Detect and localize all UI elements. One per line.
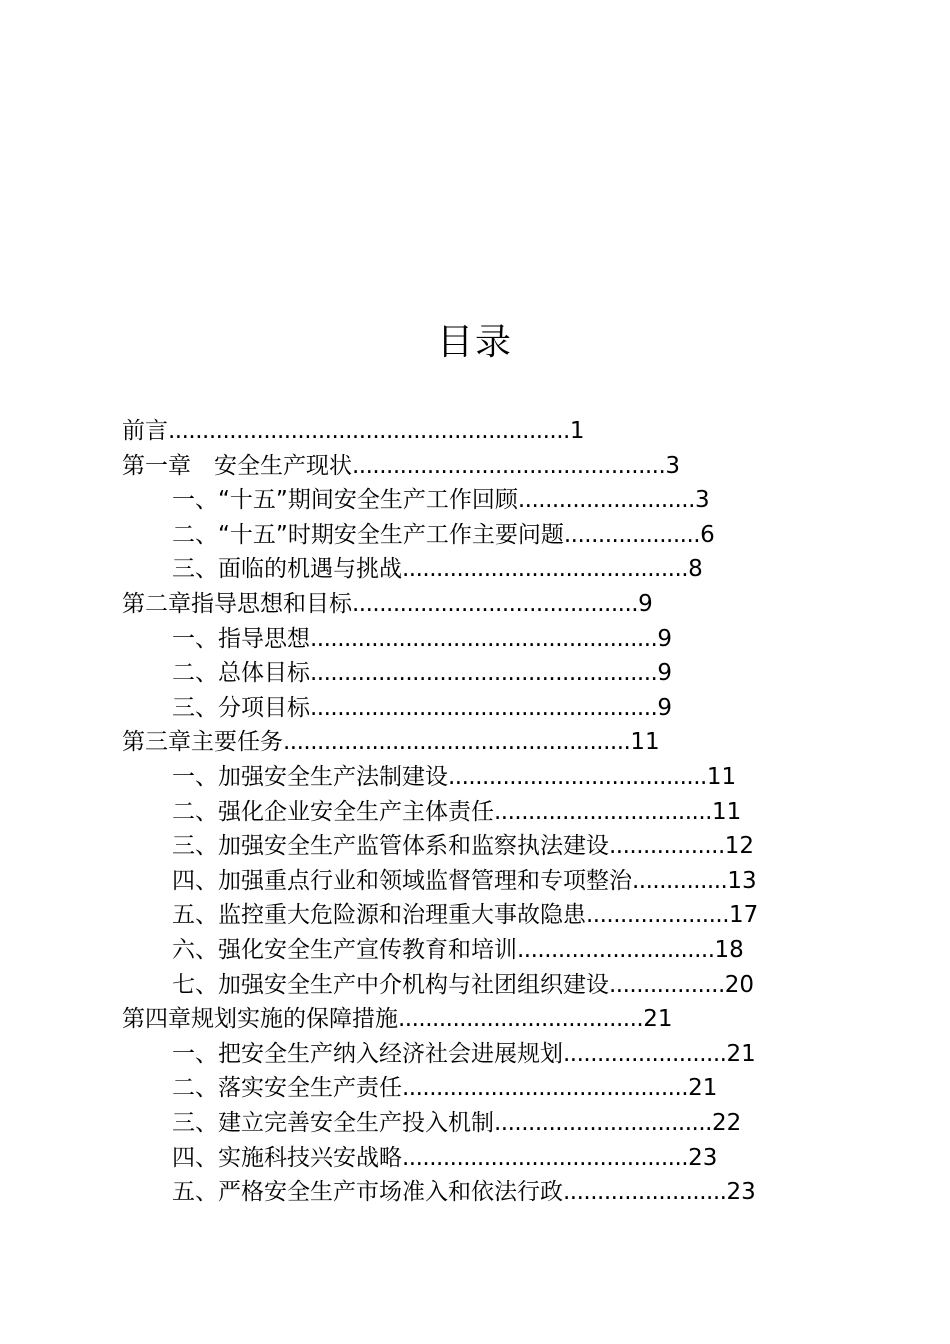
toc-entry-title: 三、面临的机遇与挑战 [172, 556, 402, 583]
toc-entry-page: 8 [688, 556, 703, 583]
toc-entry[interactable] [172, 691, 672, 725]
toc-entry-title: 第三章主要任务 [122, 729, 283, 756]
toc-entry-page: 11 [706, 764, 737, 790]
toc-entry-page: 1 [569, 418, 585, 444]
toc-dot-leader: .................... [563, 521, 701, 548]
toc-dot-leader: .......................................... [352, 591, 639, 617]
toc-entry-title: 二、落实安全生产责任 [172, 1075, 402, 1102]
toc-entry-page: 9 [657, 625, 673, 652]
toc-entry-title: 一、加强安全生产法制建设 [172, 764, 448, 790]
toc-entry-page: 18 [714, 937, 744, 963]
toc-entry-title: 一、指导思想 [172, 625, 310, 652]
toc-entry-title: 二、“十五”时期安全生产工作主要问题 [172, 521, 564, 548]
toc-entry-title: 第二章指导思想和目标 [122, 591, 352, 617]
toc-entry[interactable] [172, 1106, 741, 1140]
toc-entry-page: 21 [688, 1075, 718, 1102]
toc-entry-title: 七、加强安全生产中介机构与社团组织建设 [172, 971, 609, 998]
toc-entry-page: 9 [657, 660, 673, 687]
toc-entry-title: 第四章规划实施的保障措施 [122, 1006, 398, 1033]
toc-entry[interactable] [172, 864, 757, 898]
toc-entry-page: 3 [694, 487, 710, 514]
toc-entry[interactable] [122, 1002, 672, 1036]
toc-entry[interactable] [172, 898, 758, 932]
toc-entry-title: 二、强化企业安全生产主体责任 [172, 798, 494, 825]
toc-entry-title: 二、总体目标 [172, 660, 310, 687]
toc-entry[interactable] [172, 552, 703, 586]
toc-dot-leader: ................................................... [310, 660, 658, 687]
toc-entry[interactable] [172, 1141, 717, 1175]
toc-entry-page: 20 [724, 971, 755, 998]
toc-entry[interactable] [122, 449, 680, 483]
toc-dot-leader: ............................. [517, 937, 715, 963]
toc-entry[interactable] [172, 968, 754, 1002]
toc-entry-title: 三、分项目标 [172, 694, 310, 721]
toc-dot-leader: ................. [609, 971, 725, 998]
toc-dot-leader: ................................................... [310, 625, 658, 652]
toc-dot-leader: .............. [632, 867, 728, 894]
toc-dot-leader: .......................................... [402, 1075, 689, 1102]
toc-dot-leader: ........................................................... [168, 418, 570, 444]
toc-entry[interactable] [122, 587, 653, 621]
toc-entry-page: 17 [729, 902, 759, 929]
toc-dot-leader: ..................... [586, 902, 730, 929]
toc-entry-page: 21 [726, 1040, 756, 1067]
toc-entry-title: 前言 [122, 418, 168, 444]
toc-entry[interactable] [172, 1037, 756, 1071]
toc-entry[interactable] [172, 656, 672, 690]
toc-dot-leader: ................................................... [310, 694, 658, 721]
toc-entry-page: 9 [657, 694, 673, 721]
toc-dot-leader: ................. [609, 833, 725, 860]
toc-entry-page: 23 [688, 1144, 718, 1171]
toc-entry[interactable] [122, 725, 660, 759]
toc-dot-leader: ...................................... [448, 764, 707, 790]
toc-entry[interactable] [172, 483, 710, 517]
page-title: 目录 [436, 322, 513, 363]
toc-dot-leader: ........................ [563, 1040, 727, 1067]
toc-entry-page: 12 [724, 833, 755, 860]
toc-entry-title: 三、建立完善安全生产投入机制 [172, 1110, 494, 1136]
toc-dot-leader: ................................ [494, 1110, 712, 1136]
toc-dot-leader: ................................................... [283, 729, 631, 756]
toc-entry-page: 13 [727, 867, 757, 894]
toc-entry-page: 9 [638, 591, 653, 617]
toc-entry[interactable] [172, 829, 754, 863]
toc-entry-title: 五、监控重大危险源和治理重大事故隐患 [172, 902, 586, 929]
toc-dot-leader: .......................... [517, 487, 695, 514]
toc-dot-leader: .............................................. [352, 452, 666, 479]
toc-entry-page: 21 [643, 1006, 673, 1033]
toc-entry-page: 6 [700, 521, 715, 548]
toc-entry-title: 四、实施科技兴安战略 [172, 1144, 402, 1171]
toc-entry-page: 11 [630, 729, 660, 756]
toc-entry[interactable] [172, 933, 744, 967]
toc-dot-leader: .................................... [398, 1006, 644, 1033]
toc-entry-title: 一、“十五”期间安全生产工作回顾 [172, 487, 518, 514]
toc-entry[interactable] [172, 518, 715, 552]
toc-entry-title: 第一章 安全生产现状 [122, 452, 352, 479]
toc-entry[interactable] [172, 1071, 717, 1105]
toc-entry-page: 3 [665, 452, 680, 479]
toc-dot-leader: ........................ [563, 1179, 727, 1206]
toc-entry-title: 一、把安全生产纳入经济社会进展规划 [172, 1040, 563, 1067]
toc-entry[interactable] [172, 760, 736, 794]
toc-entry[interactable] [122, 414, 585, 448]
toc-entry[interactable] [172, 622, 672, 656]
toc-entry-title: 五、严格安全生产市场准入和依法行政 [172, 1179, 563, 1206]
toc-dot-leader: .......................................... [402, 1144, 689, 1171]
toc-entry[interactable] [172, 795, 741, 829]
toc-dot-leader: .......................................... [402, 556, 689, 583]
toc-entry-title: 三、加强安全生产监管体系和监察执法建设 [172, 833, 609, 860]
toc-entry-title: 六、强化安全生产宣传教育和培训 [172, 937, 517, 963]
toc-entry-page: 22 [711, 1110, 742, 1136]
toc-dot-leader: ................................ [494, 798, 712, 825]
toc-entry-page: 23 [726, 1179, 756, 1206]
toc-entry-page: 11 [711, 798, 742, 825]
toc-entry-title: 四、加强重点行业和领域监督管理和专项整治 [172, 867, 632, 894]
toc-entry[interactable] [172, 1175, 756, 1209]
